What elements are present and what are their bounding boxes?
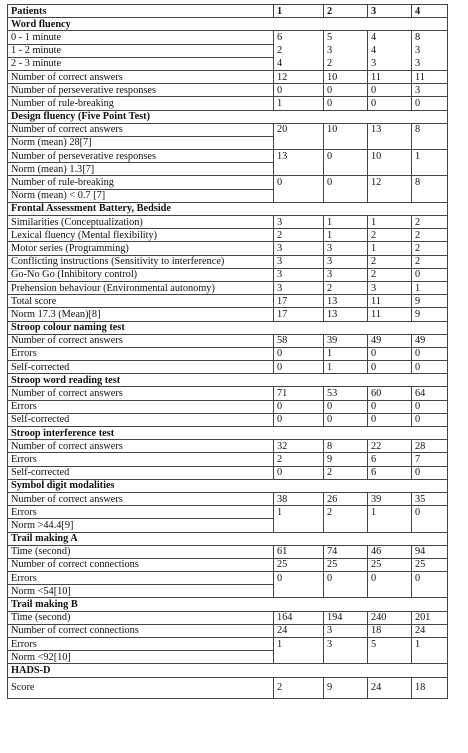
patient-4-value: 8 bbox=[412, 123, 448, 136]
patient-2-value: 9 bbox=[324, 677, 368, 698]
row-label: Number of perseverative responses bbox=[8, 84, 274, 97]
patient-4-value bbox=[412, 519, 448, 532]
patient-2-value: 8 bbox=[324, 440, 368, 453]
table-row bbox=[8, 558, 448, 571]
patient-3-value: 0 bbox=[368, 413, 412, 426]
header-patients: Patients bbox=[8, 5, 274, 18]
table-row bbox=[8, 84, 448, 97]
section-header-row bbox=[8, 598, 448, 611]
patient-3-value: 2 bbox=[368, 268, 412, 281]
patient-4-value: 0 bbox=[412, 347, 448, 360]
patient-3-value bbox=[368, 189, 412, 202]
patient-1-value: 1 bbox=[274, 638, 324, 651]
patient-1-value bbox=[274, 163, 324, 176]
table-row bbox=[8, 347, 448, 360]
row-label: Number of correct answers bbox=[8, 440, 274, 453]
patient-4-value: 2 bbox=[412, 216, 448, 229]
patient-4-value: 1 bbox=[412, 150, 448, 163]
patient-3-value: 2 bbox=[368, 229, 412, 242]
patient-1-value: 17 bbox=[274, 308, 324, 321]
patient-1-value: 20 bbox=[274, 123, 324, 136]
table-row bbox=[8, 255, 448, 268]
section-title: HADS-D bbox=[8, 664, 448, 677]
header-patient-4: 4 bbox=[412, 5, 448, 18]
patient-4-value: 9 bbox=[412, 295, 448, 308]
patient-3-value: 22 bbox=[368, 440, 412, 453]
patient-1-value: 1 bbox=[274, 506, 324, 519]
patient-1-value: 0 bbox=[274, 572, 324, 585]
patient-3-value: 60 bbox=[368, 387, 412, 400]
section-title: Stroop word reading test bbox=[8, 374, 448, 387]
table-body bbox=[8, 5, 448, 699]
patient-test-results-table bbox=[7, 4, 448, 699]
patient-3-value: 0 bbox=[368, 572, 412, 585]
patient-3-value: 18 bbox=[368, 624, 412, 637]
patient-4-value: 49 bbox=[412, 334, 448, 347]
table-row bbox=[8, 519, 448, 532]
row-label: Norm >44.4[9] bbox=[8, 519, 274, 532]
patient-1-value: 2 bbox=[274, 677, 324, 698]
patient-3-value bbox=[368, 163, 412, 176]
table-row bbox=[8, 70, 448, 83]
patient-3-value: 3 bbox=[368, 281, 412, 294]
patient-3-value: 0 bbox=[368, 97, 412, 110]
patient-2-value: 10 bbox=[324, 123, 368, 136]
table-row bbox=[8, 506, 448, 519]
row-label: Lexical fluency (Mental flexibility) bbox=[8, 229, 274, 242]
header-patient-2: 2 bbox=[324, 5, 368, 18]
table-row bbox=[8, 611, 448, 624]
patient-3-value: 2 bbox=[368, 255, 412, 268]
patient-1-value bbox=[274, 651, 324, 664]
section-title: Design fluency (Five Point Test) bbox=[8, 110, 448, 123]
patient-2-value: 0 bbox=[324, 150, 368, 163]
patient-3-value: 1 bbox=[368, 216, 412, 229]
patient-4-value: 0 bbox=[412, 466, 448, 479]
patient-1-value bbox=[274, 585, 324, 598]
patient-3-value: 12 bbox=[368, 176, 412, 189]
patient-3-value bbox=[368, 651, 412, 664]
row-label: Self-corrected bbox=[8, 361, 274, 374]
patient-2-value: 3 bbox=[324, 638, 368, 651]
section-header-row bbox=[8, 374, 448, 387]
row-label: Number of correct answers bbox=[8, 492, 274, 505]
table-row bbox=[8, 57, 448, 70]
section-title: Word fluency bbox=[8, 18, 448, 31]
row-label: Motor series (Programming) bbox=[8, 242, 274, 255]
table-row bbox=[8, 150, 448, 163]
patient-3-value: 4 bbox=[368, 31, 412, 44]
patient-4-value: 0 bbox=[412, 97, 448, 110]
table-row bbox=[8, 677, 448, 698]
table-row bbox=[8, 624, 448, 637]
patient-3-value: 5 bbox=[368, 638, 412, 651]
table-row bbox=[8, 268, 448, 281]
patient-4-value: 94 bbox=[412, 545, 448, 558]
patient-3-value: 11 bbox=[368, 295, 412, 308]
section-header-row bbox=[8, 321, 448, 334]
patient-2-value: 1 bbox=[324, 361, 368, 374]
patient-3-value: 0 bbox=[368, 400, 412, 413]
patient-4-value: 2 bbox=[412, 255, 448, 268]
patient-1-value: 0 bbox=[274, 413, 324, 426]
patient-2-value bbox=[324, 163, 368, 176]
patient-1-value: 17 bbox=[274, 295, 324, 308]
patient-4-value: 24 bbox=[412, 624, 448, 637]
row-label: Prehension behaviour (Environmental autonomy) bbox=[8, 281, 274, 294]
patient-3-value: 11 bbox=[368, 70, 412, 83]
patient-4-value bbox=[412, 651, 448, 664]
patient-3-value: 46 bbox=[368, 545, 412, 558]
patient-1-value: 0 bbox=[274, 347, 324, 360]
patient-2-value: 3 bbox=[324, 255, 368, 268]
patient-2-value: 13 bbox=[324, 295, 368, 308]
row-label: Conflicting instructions (Sensitivity to interference) bbox=[8, 255, 274, 268]
table-row bbox=[8, 281, 448, 294]
patient-4-value: 25 bbox=[412, 558, 448, 571]
patient-2-value: 1 bbox=[324, 347, 368, 360]
row-label: 2 - 3 minute bbox=[8, 57, 274, 70]
row-label: Similarities (Conceptualization) bbox=[8, 216, 274, 229]
patient-4-value: 35 bbox=[412, 492, 448, 505]
patient-1-value: 13 bbox=[274, 150, 324, 163]
row-label: Time (second) bbox=[8, 545, 274, 558]
patient-1-value: 6 bbox=[274, 31, 324, 44]
table-row bbox=[8, 572, 448, 585]
patient-2-value: 0 bbox=[324, 84, 368, 97]
row-label: Number of rule-breaking bbox=[8, 97, 274, 110]
patient-1-value: 3 bbox=[274, 255, 324, 268]
section-header-row bbox=[8, 110, 448, 123]
patient-2-value: 3 bbox=[324, 268, 368, 281]
row-label: 0 - 1 minute bbox=[8, 31, 274, 44]
row-label: Number of correct answers bbox=[8, 70, 274, 83]
patient-2-value: 26 bbox=[324, 492, 368, 505]
patient-1-value bbox=[274, 519, 324, 532]
row-label: Norm <92[10] bbox=[8, 651, 274, 664]
table-row bbox=[8, 229, 448, 242]
table-row bbox=[8, 440, 448, 453]
patient-2-value: 53 bbox=[324, 387, 368, 400]
row-label: Errors bbox=[8, 347, 274, 360]
section-header-row bbox=[8, 427, 448, 440]
table-row bbox=[8, 242, 448, 255]
row-label: Norm (mean) < 0.7 [7] bbox=[8, 189, 274, 202]
patient-4-value: 8 bbox=[412, 31, 448, 44]
patient-2-value: 0 bbox=[324, 97, 368, 110]
patient-2-value: 1 bbox=[324, 229, 368, 242]
patient-4-value: 1 bbox=[412, 638, 448, 651]
section-header-row bbox=[8, 479, 448, 492]
row-label: Number of correct connections bbox=[8, 624, 274, 637]
table-row bbox=[8, 400, 448, 413]
patient-2-value: 74 bbox=[324, 545, 368, 558]
row-label: Norm <54[10] bbox=[8, 585, 274, 598]
patient-3-value: 13 bbox=[368, 123, 412, 136]
patient-1-value: 2 bbox=[274, 229, 324, 242]
patient-1-value: 3 bbox=[274, 268, 324, 281]
patient-4-value: 3 bbox=[412, 84, 448, 97]
patient-1-value: 0 bbox=[274, 361, 324, 374]
patient-1-value: 58 bbox=[274, 334, 324, 347]
patient-3-value bbox=[368, 519, 412, 532]
patient-4-value: 7 bbox=[412, 453, 448, 466]
patient-2-value: 0 bbox=[324, 176, 368, 189]
table-row bbox=[8, 123, 448, 136]
patient-3-value: 6 bbox=[368, 466, 412, 479]
patient-2-value: 194 bbox=[324, 611, 368, 624]
patient-1-value: 24 bbox=[274, 624, 324, 637]
patient-2-value: 10 bbox=[324, 70, 368, 83]
patient-4-value: 0 bbox=[412, 413, 448, 426]
patient-1-value: 0 bbox=[274, 466, 324, 479]
results-table-container bbox=[7, 4, 448, 699]
patient-1-value: 2 bbox=[274, 44, 324, 57]
patient-3-value bbox=[368, 136, 412, 149]
row-label: Total score bbox=[8, 295, 274, 308]
patient-1-value: 3 bbox=[274, 281, 324, 294]
row-label: Errors bbox=[8, 400, 274, 413]
section-title: Stroop interference test bbox=[8, 427, 448, 440]
patient-3-value: 24 bbox=[368, 677, 412, 698]
row-label: Number of correct answers bbox=[8, 387, 274, 400]
patient-3-value: 0 bbox=[368, 347, 412, 360]
table-row bbox=[8, 466, 448, 479]
row-label: Errors bbox=[8, 506, 274, 519]
header-patient-1: 1 bbox=[274, 5, 324, 18]
table-row bbox=[8, 216, 448, 229]
table-row bbox=[8, 361, 448, 374]
patient-4-value: 0 bbox=[412, 572, 448, 585]
patient-1-value: 61 bbox=[274, 545, 324, 558]
patient-4-value bbox=[412, 163, 448, 176]
patient-2-value: 2 bbox=[324, 57, 368, 70]
patient-4-value: 18 bbox=[412, 677, 448, 698]
patient-2-value: 0 bbox=[324, 572, 368, 585]
patient-2-value: 0 bbox=[324, 413, 368, 426]
row-label: Self-corrected bbox=[8, 413, 274, 426]
patient-4-value: 201 bbox=[412, 611, 448, 624]
patient-2-value: 1 bbox=[324, 216, 368, 229]
patient-1-value: 0 bbox=[274, 176, 324, 189]
section-title: Trail making B bbox=[8, 598, 448, 611]
table-row bbox=[8, 453, 448, 466]
patient-4-value: 0 bbox=[412, 268, 448, 281]
patient-2-value: 0 bbox=[324, 400, 368, 413]
row-label: 1 - 2 minute bbox=[8, 44, 274, 57]
row-label: Errors bbox=[8, 453, 274, 466]
row-label: Norm (mean) 28[7] bbox=[8, 136, 274, 149]
section-header-row bbox=[8, 532, 448, 545]
table-row bbox=[8, 638, 448, 651]
row-label: Number of perseverative responses bbox=[8, 150, 274, 163]
patient-3-value: 1 bbox=[368, 506, 412, 519]
patient-4-value: 11 bbox=[412, 70, 448, 83]
header-row bbox=[8, 5, 448, 18]
patient-2-value: 13 bbox=[324, 308, 368, 321]
patient-1-value: 1 bbox=[274, 97, 324, 110]
table-row bbox=[8, 334, 448, 347]
patient-3-value: 240 bbox=[368, 611, 412, 624]
patient-1-value: 3 bbox=[274, 216, 324, 229]
patient-2-value: 25 bbox=[324, 558, 368, 571]
table-row bbox=[8, 585, 448, 598]
patient-3-value: 3 bbox=[368, 57, 412, 70]
table-row bbox=[8, 176, 448, 189]
patient-4-value: 3 bbox=[412, 44, 448, 57]
patient-1-value: 2 bbox=[274, 453, 324, 466]
table-row bbox=[8, 492, 448, 505]
patient-2-value bbox=[324, 189, 368, 202]
patient-2-value: 2 bbox=[324, 466, 368, 479]
patient-1-value: 32 bbox=[274, 440, 324, 453]
table-row bbox=[8, 295, 448, 308]
patient-1-value: 3 bbox=[274, 242, 324, 255]
patient-3-value: 49 bbox=[368, 334, 412, 347]
patient-3-value: 39 bbox=[368, 492, 412, 505]
table-row bbox=[8, 413, 448, 426]
table-row bbox=[8, 308, 448, 321]
row-label: Self-corrected bbox=[8, 466, 274, 479]
patient-4-value: 0 bbox=[412, 506, 448, 519]
row-label: Score bbox=[8, 677, 274, 698]
table-row bbox=[8, 387, 448, 400]
patient-1-value bbox=[274, 189, 324, 202]
row-label: Time (second) bbox=[8, 611, 274, 624]
patient-2-value: 39 bbox=[324, 334, 368, 347]
section-header-row bbox=[8, 664, 448, 677]
patient-2-value: 3 bbox=[324, 242, 368, 255]
row-label: Number of correct connections bbox=[8, 558, 274, 571]
row-label: Errors bbox=[8, 638, 274, 651]
patient-4-value bbox=[412, 136, 448, 149]
patient-2-value: 2 bbox=[324, 281, 368, 294]
patient-4-value: 2 bbox=[412, 242, 448, 255]
section-title: Frontal Assessment Battery, Bedside bbox=[8, 202, 448, 215]
row-label: Norm (mean) 1.3[7] bbox=[8, 163, 274, 176]
section-title: Symbol digit modalities bbox=[8, 479, 448, 492]
patient-4-value bbox=[412, 189, 448, 202]
patient-3-value: 6 bbox=[368, 453, 412, 466]
patient-2-value: 3 bbox=[324, 624, 368, 637]
section-title: Trail making A bbox=[8, 532, 448, 545]
table-row bbox=[8, 163, 448, 176]
section-header-row bbox=[8, 18, 448, 31]
patient-1-value: 38 bbox=[274, 492, 324, 505]
patient-3-value: 4 bbox=[368, 44, 412, 57]
patient-3-value bbox=[368, 585, 412, 598]
patient-4-value: 1 bbox=[412, 281, 448, 294]
row-label: Number of rule-breaking bbox=[8, 176, 274, 189]
patient-3-value: 11 bbox=[368, 308, 412, 321]
patient-1-value: 25 bbox=[274, 558, 324, 571]
patient-1-value: 71 bbox=[274, 387, 324, 400]
patient-1-value: 0 bbox=[274, 400, 324, 413]
row-label: Go-No Go (Inhibitory control) bbox=[8, 268, 274, 281]
patient-2-value: 9 bbox=[324, 453, 368, 466]
patient-1-value bbox=[274, 136, 324, 149]
patient-4-value bbox=[412, 585, 448, 598]
patient-4-value: 28 bbox=[412, 440, 448, 453]
table-row bbox=[8, 31, 448, 44]
patient-4-value: 0 bbox=[412, 400, 448, 413]
section-header-row bbox=[8, 202, 448, 215]
patient-2-value bbox=[324, 136, 368, 149]
patient-4-value: 2 bbox=[412, 229, 448, 242]
patient-1-value: 4 bbox=[274, 57, 324, 70]
patient-3-value: 25 bbox=[368, 558, 412, 571]
patient-4-value: 0 bbox=[412, 361, 448, 374]
patient-4-value: 9 bbox=[412, 308, 448, 321]
patient-3-value: 10 bbox=[368, 150, 412, 163]
patient-4-value: 8 bbox=[412, 176, 448, 189]
patient-3-value: 0 bbox=[368, 84, 412, 97]
patient-3-value: 0 bbox=[368, 361, 412, 374]
patient-2-value: 3 bbox=[324, 44, 368, 57]
row-label: Number of correct answers bbox=[8, 334, 274, 347]
patient-3-value: 1 bbox=[368, 242, 412, 255]
row-label: Number of correct answers bbox=[8, 123, 274, 136]
table-row bbox=[8, 44, 448, 57]
row-label: Errors bbox=[8, 572, 274, 585]
patient-2-value: 2 bbox=[324, 506, 368, 519]
patient-4-value: 64 bbox=[412, 387, 448, 400]
patient-1-value: 164 bbox=[274, 611, 324, 624]
patient-2-value bbox=[324, 651, 368, 664]
patient-1-value: 0 bbox=[274, 84, 324, 97]
table-row bbox=[8, 97, 448, 110]
table-row bbox=[8, 136, 448, 149]
patient-4-value: 3 bbox=[412, 57, 448, 70]
patient-1-value: 12 bbox=[274, 70, 324, 83]
patient-2-value bbox=[324, 585, 368, 598]
patient-2-value: 5 bbox=[324, 31, 368, 44]
patient-2-value bbox=[324, 519, 368, 532]
table-row bbox=[8, 545, 448, 558]
table-row bbox=[8, 189, 448, 202]
section-title: Stroop colour naming test bbox=[8, 321, 448, 334]
row-label: Norm 17.3 (Mean)[8] bbox=[8, 308, 274, 321]
header-patient-3: 3 bbox=[368, 5, 412, 18]
table-row bbox=[8, 651, 448, 664]
